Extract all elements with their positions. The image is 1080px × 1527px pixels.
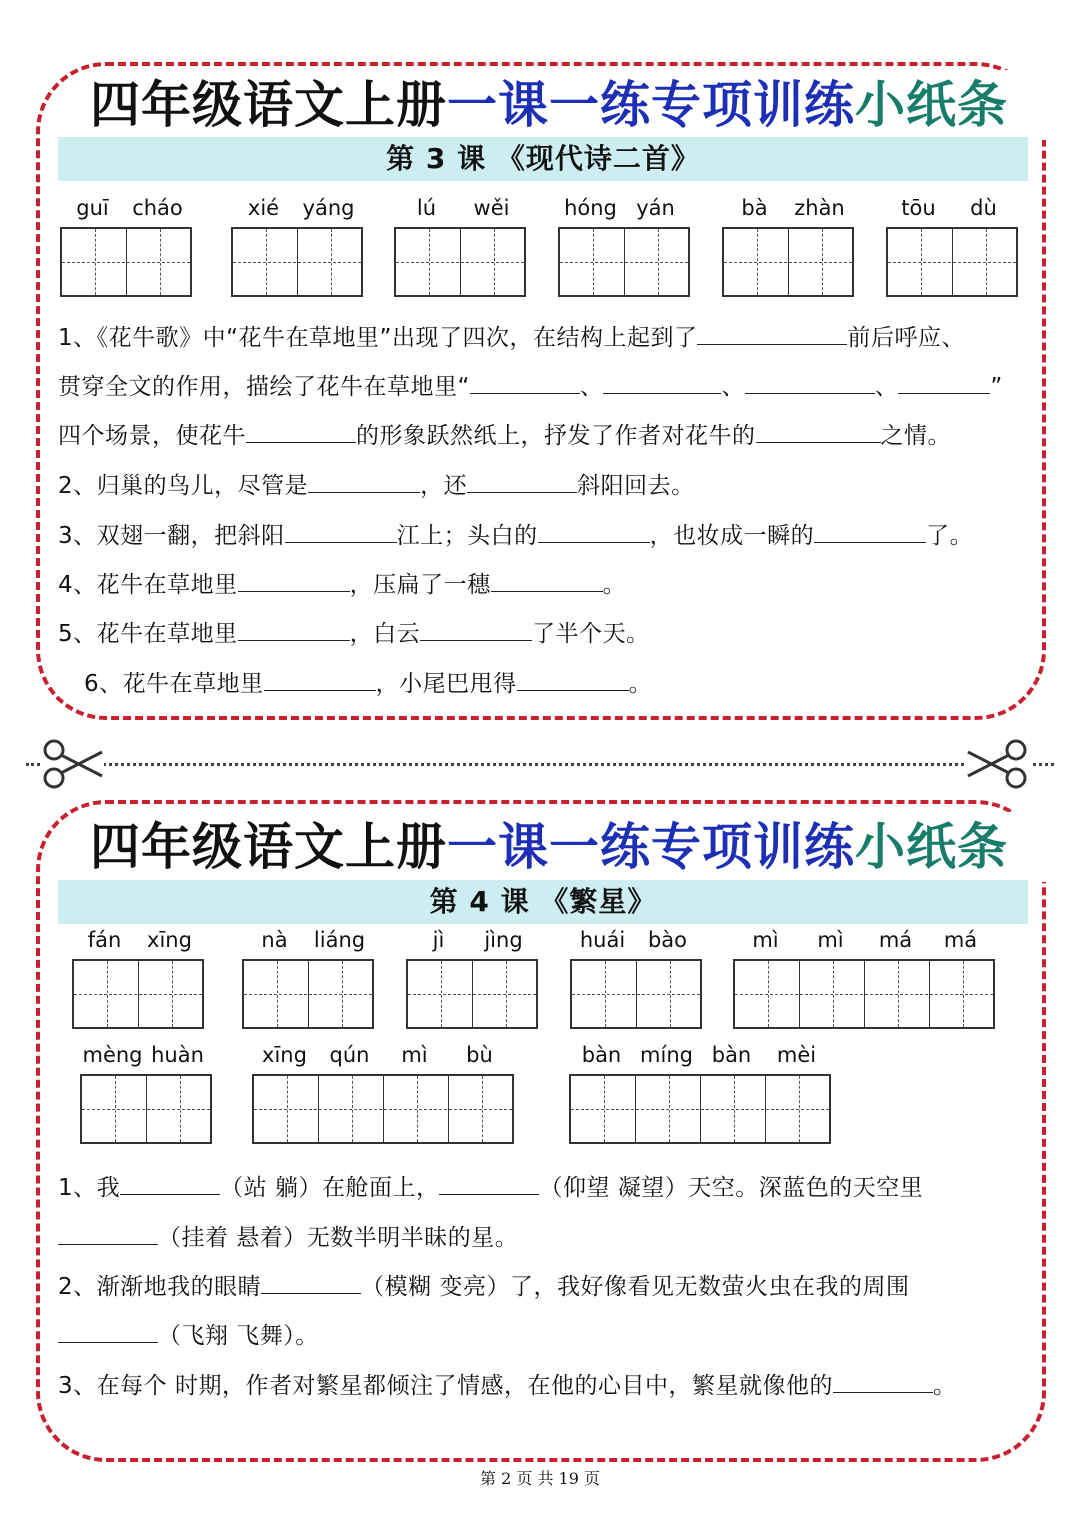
question-text: 、 bbox=[874, 374, 899, 400]
question-text: 5、花牛在草地里 bbox=[58, 621, 238, 647]
pinyin-syllable: mì bbox=[817, 928, 844, 952]
question-line bbox=[58, 320, 965, 356]
cut-line bbox=[26, 763, 1054, 766]
lesson3-heading: 第 3 课 《现代诗二首》 bbox=[58, 137, 1028, 181]
pinyin-syllable: míng bbox=[640, 1043, 693, 1067]
pinyin-syllable: dù bbox=[970, 196, 997, 220]
question-text: 1、我 bbox=[58, 1175, 121, 1201]
pinyin-syllable: yán bbox=[636, 196, 675, 220]
writing-grid-box[interactable] bbox=[80, 1074, 212, 1144]
question-text: 的形象跃然纸上，抒发了作者对花牛的 bbox=[356, 423, 756, 449]
pinyin-syllable: mì bbox=[401, 1043, 428, 1067]
pinyin-syllable: bào bbox=[647, 928, 688, 952]
answer-blank[interactable] bbox=[756, 420, 881, 443]
answer-blank[interactable] bbox=[238, 618, 350, 641]
scissors-icon bbox=[966, 738, 1030, 790]
pinyin-syllable: xīng bbox=[262, 1043, 307, 1067]
pinyin-syllable: fán bbox=[87, 928, 122, 952]
lesson4-heading: 第 4 课 《繁星》 bbox=[58, 880, 1028, 924]
answer-blank[interactable] bbox=[285, 520, 397, 543]
answer-blank[interactable] bbox=[697, 322, 847, 345]
pinyin-syllable: hóng bbox=[564, 196, 617, 220]
pinyin-syllable: má bbox=[943, 928, 978, 952]
question-text: 2、渐渐地我的眼睛 bbox=[58, 1274, 262, 1300]
pinyin-syllable: wěi bbox=[473, 196, 510, 220]
question-text: （仰望 凝望）天空。深蓝色的天空里 bbox=[539, 1175, 924, 1201]
question-text: 3、双翅一翻，把斜阳 bbox=[58, 523, 285, 549]
answer-blank[interactable] bbox=[814, 520, 926, 543]
question-text: 。 bbox=[932, 1373, 957, 1399]
question-text: 了半个天。 bbox=[532, 621, 650, 647]
question-text: 。 bbox=[628, 671, 653, 697]
question-line bbox=[58, 567, 626, 603]
answer-blank[interactable] bbox=[120, 1172, 220, 1195]
question-text: 3、在每个 时期，作者对繁星都倾注了情感，在他的心目中，繁星就像他的 bbox=[58, 1373, 833, 1399]
writing-grid-box[interactable] bbox=[252, 1074, 514, 1144]
question-line bbox=[58, 1318, 319, 1354]
question-text: ，还 bbox=[420, 473, 468, 499]
question-text: ，小尾巴甩得 bbox=[375, 671, 517, 697]
page-footer: 第 2 页 共 19 页 bbox=[480, 1469, 600, 1488]
question-text: 四个场景，使花牛 bbox=[58, 423, 246, 449]
pinyin-syllable: mèi bbox=[776, 1043, 817, 1067]
question-text: 贯穿全文的作用，描绘了花牛在草地里“ bbox=[58, 374, 470, 400]
pinyin-syllable: yáng bbox=[302, 196, 355, 220]
writing-grid-box[interactable] bbox=[72, 959, 204, 1029]
writing-grid-box[interactable] bbox=[60, 227, 192, 297]
writing-grid-box[interactable] bbox=[394, 227, 526, 297]
question-line bbox=[58, 1170, 923, 1206]
answer-blank[interactable] bbox=[898, 371, 990, 394]
question-text: 前后呼应、 bbox=[847, 325, 965, 351]
question-line bbox=[58, 1269, 909, 1305]
question-text: 之情。 bbox=[880, 423, 951, 449]
writing-grid-box[interactable] bbox=[242, 959, 374, 1029]
pinyin-syllable: zhàn bbox=[794, 196, 845, 220]
pinyin-syllable: bàn bbox=[711, 1043, 752, 1067]
answer-blank[interactable] bbox=[246, 420, 356, 443]
answer-blank[interactable] bbox=[261, 1271, 361, 1294]
answer-blank[interactable] bbox=[308, 470, 420, 493]
question-text: 6、花牛在草地里 bbox=[84, 671, 264, 697]
question-line bbox=[58, 518, 973, 554]
answer-blank[interactable] bbox=[745, 371, 875, 394]
pinyin-syllable: xīng bbox=[147, 928, 192, 952]
question-text: ” bbox=[990, 374, 1003, 400]
writing-grid-box[interactable] bbox=[722, 227, 854, 297]
answer-blank[interactable] bbox=[238, 569, 350, 592]
question-text: （挂着 悬着）无数半明半昧的星。 bbox=[158, 1225, 519, 1251]
question-text: 2、归巢的鸟儿，尽管是 bbox=[58, 473, 309, 499]
question-line bbox=[58, 616, 650, 652]
pinyin-syllable: jìng bbox=[484, 928, 523, 952]
answer-blank[interactable] bbox=[603, 371, 721, 394]
question-text: ，白云 bbox=[349, 621, 421, 647]
scissors-icon bbox=[40, 738, 104, 790]
writing-grid-box[interactable] bbox=[231, 227, 363, 297]
pinyin-syllable: huàn bbox=[151, 1043, 204, 1067]
question-text: 斜阳回去。 bbox=[577, 473, 695, 499]
question-line bbox=[58, 1368, 956, 1404]
question-line bbox=[58, 418, 951, 454]
question-text: 了。 bbox=[926, 523, 974, 549]
question-line bbox=[84, 666, 652, 702]
question-text: 。 bbox=[602, 572, 627, 598]
answer-blank[interactable] bbox=[491, 569, 603, 592]
pinyin-syllable: tōu bbox=[901, 196, 936, 220]
question-text: ，也妆成一瞬的 bbox=[649, 523, 815, 549]
question-text: ，压扁了一穗 bbox=[349, 572, 491, 598]
answer-blank[interactable] bbox=[58, 1222, 158, 1245]
pinyin-syllable: bà bbox=[741, 196, 768, 220]
pinyin-syllable: qún bbox=[329, 1043, 370, 1067]
question-text: 1、《花牛歌》中“花牛在草地里”出现了四次，在结构上起到了 bbox=[58, 325, 698, 351]
pinyin-syllable: guī bbox=[76, 196, 109, 220]
question-text: （飞翔 飞舞）。 bbox=[158, 1323, 319, 1349]
pinyin-syllable: má bbox=[878, 928, 913, 952]
pinyin-syllable: huái bbox=[579, 928, 626, 952]
worksheet-title-1: 四年级语文上册一课一练专项训练小纸条 bbox=[86, 70, 1046, 140]
answer-blank[interactable] bbox=[420, 618, 532, 641]
answer-blank[interactable] bbox=[470, 371, 580, 394]
pinyin-syllable: bù bbox=[466, 1043, 493, 1067]
answer-blank[interactable] bbox=[264, 668, 376, 691]
question-text: （模糊 变亮）了，我好像看见无数萤火虫在我的周围 bbox=[361, 1274, 910, 1300]
pinyin-syllable: jì bbox=[432, 928, 445, 952]
question-line bbox=[58, 1220, 518, 1256]
answer-blank[interactable] bbox=[538, 520, 650, 543]
answer-blank[interactable] bbox=[467, 470, 577, 493]
pinyin-syllable: mèng bbox=[82, 1043, 143, 1067]
question-text: 江上；头白的 bbox=[396, 523, 538, 549]
question-text: （站 躺）在舱面上， bbox=[220, 1175, 440, 1201]
pinyin-syllable: lú bbox=[416, 196, 437, 220]
worksheet-title-2: 四年级语文上册一课一练专项训练小纸条 bbox=[86, 812, 1046, 882]
pinyin-syllable: mì bbox=[752, 928, 779, 952]
writing-grid-box[interactable] bbox=[569, 1074, 831, 1144]
pinyin-syllable: bàn bbox=[581, 1043, 622, 1067]
question-text: 、 bbox=[721, 374, 745, 400]
writing-grid-box[interactable] bbox=[570, 959, 702, 1029]
question-line bbox=[58, 369, 1003, 405]
writing-grid-box[interactable] bbox=[558, 227, 690, 297]
pinyin-syllable: cháo bbox=[132, 196, 183, 220]
pinyin-syllable: nà bbox=[261, 928, 288, 952]
answer-blank[interactable] bbox=[833, 1370, 933, 1393]
answer-blank[interactable] bbox=[58, 1320, 158, 1343]
writing-grid-box[interactable] bbox=[733, 959, 995, 1029]
pinyin-syllable: liáng bbox=[313, 928, 366, 952]
question-line bbox=[58, 468, 695, 504]
writing-grid-box[interactable] bbox=[406, 959, 538, 1029]
question-text: 4、花牛在草地里 bbox=[58, 572, 238, 598]
answer-blank[interactable] bbox=[517, 668, 629, 691]
pinyin-syllable: xié bbox=[247, 196, 280, 220]
question-text: 、 bbox=[579, 374, 604, 400]
writing-grid-box[interactable] bbox=[886, 227, 1018, 297]
answer-blank[interactable] bbox=[439, 1172, 539, 1195]
